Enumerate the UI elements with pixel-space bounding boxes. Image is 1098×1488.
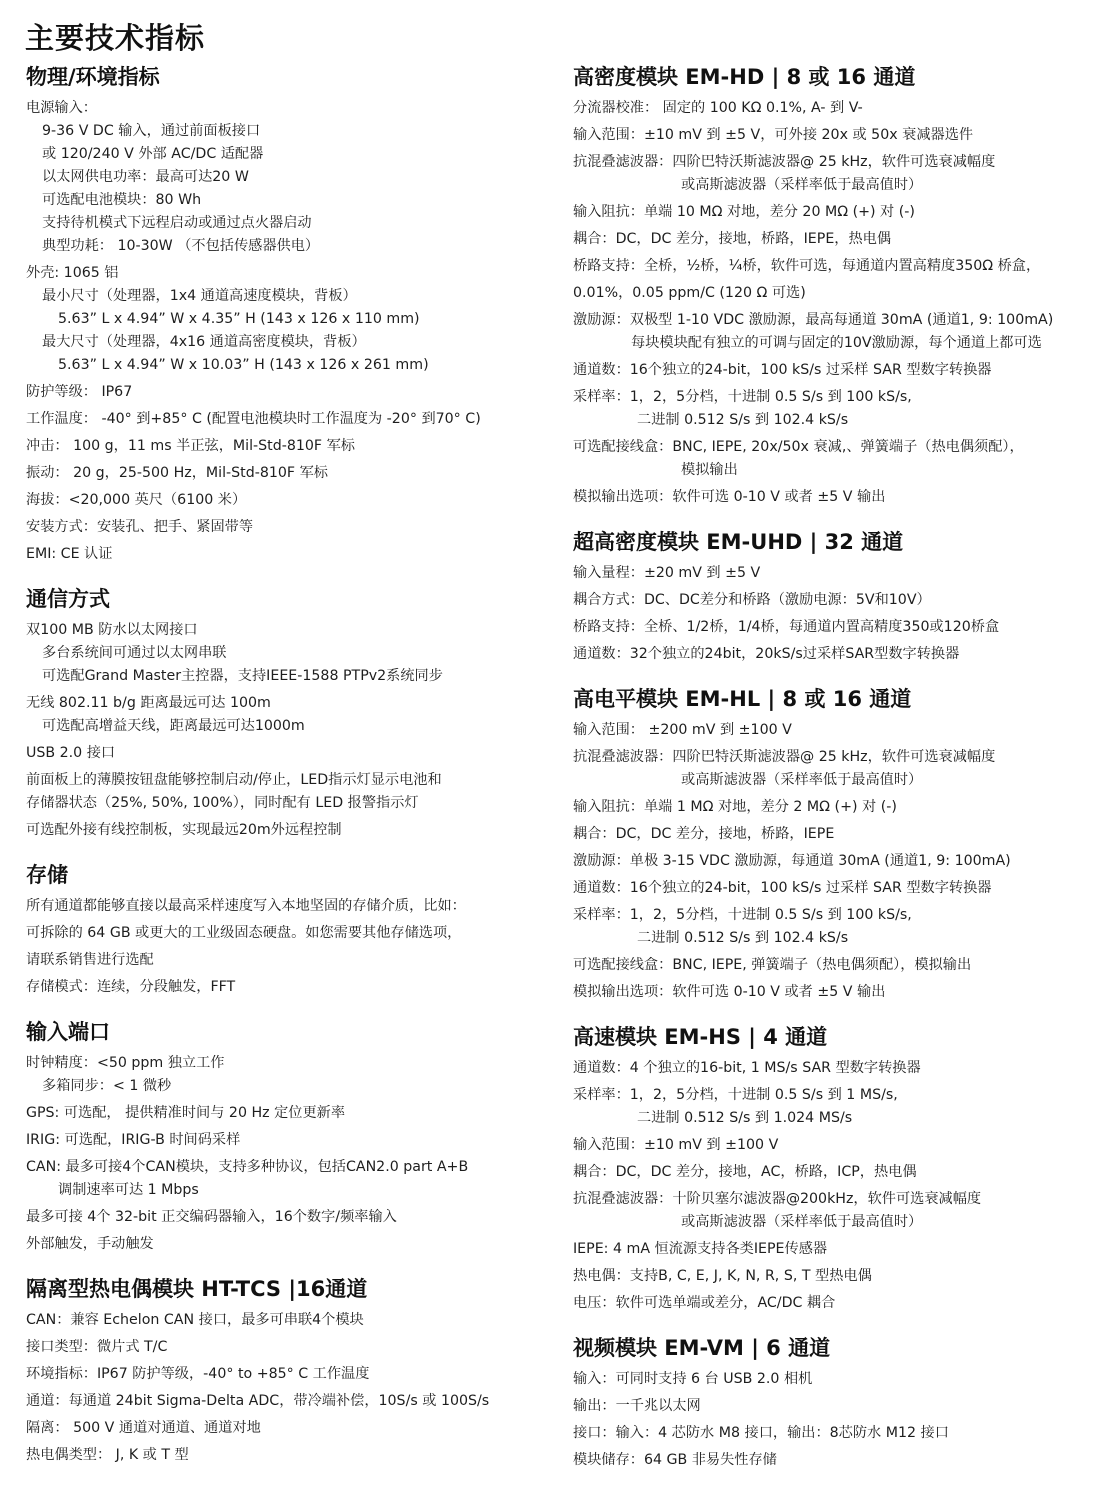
spec-line: 5.63” L x 4.94” W x 4.35” H (143 x 126 x 110 mm) xyxy=(58,311,420,327)
spec-line: 双100 MB 防水以太网接口 xyxy=(26,622,198,638)
spec-line: 抗混叠滤波器：四阶巴特沃斯滤波器@ 25 kHz，软件可选衰减幅度 xyxy=(573,154,996,170)
left-column xyxy=(26,62,541,1473)
spec-line: 或高斯滤波器（采样率低于最高值时） xyxy=(681,772,923,788)
right-column xyxy=(573,62,1083,1478)
spec-line: 热电偶类型： J, K 或 T 型 xyxy=(26,1447,189,1463)
spec-line: 电压：软件可选单端或差分，AC/DC 耦合 xyxy=(573,1295,836,1311)
spec-line: 通道数：16个独立的24-bit，100 kS/s 过采样 SAR 型数字转换器 xyxy=(573,362,992,378)
spec-line: GPS: 可选配， 提供精准时间与 20 Hz 定位更新率 xyxy=(26,1105,346,1121)
spec-line: USB 2.0 接口 xyxy=(26,745,116,761)
spec-line: 多箱同步：< 1 微秒 xyxy=(42,1078,172,1094)
spec-line: 采样率：1，2，5分档，十进制 0.5 S/s 到 100 kS/s, xyxy=(573,907,912,923)
spec-line: 耦合：DC，DC 差分，接地，桥路，IEPE xyxy=(573,826,835,842)
section-heading: 输入端口 xyxy=(26,1020,110,1044)
section-heading: 高密度模块 EM-HD | 8 或 16 通道 xyxy=(573,65,916,89)
spec-line: IRIG: 可选配，IRIG-B 时间码采样 xyxy=(26,1132,241,1148)
spec-line: 存储器状态（25%, 50%, 100%），同时配有 LED 报警指示灯 xyxy=(26,795,419,811)
spec-line: 输入范围： ±200 mV 到 ±100 V xyxy=(573,722,792,738)
spec-line: 安装方式：安装孔、把手、紧固带等 xyxy=(26,519,254,535)
spec-line: 耦合：DC，DC 差分，接地，桥路，IEPE，热电偶 xyxy=(573,231,892,247)
spec-section xyxy=(26,1017,541,1256)
section-heading: 高电平模块 EM-HL | 8 或 16 通道 xyxy=(573,687,912,711)
spec-line: 输入范围：±10 mV 到 ±5 V，可外接 20x 或 50x 衰减器选件 xyxy=(573,127,974,143)
spec-line: 可选配外接有线控制板，实现最远20m外远程控制 xyxy=(26,822,342,838)
spec-line: 接口：输入：4 芯防水 M8 接口，输出：8芯防水 M12 接口 xyxy=(573,1425,949,1441)
spec-line: 接口类型：微片式 T/C xyxy=(26,1339,168,1355)
spec-line: 可选配接线盒：BNC, IEPE, 20x/50x 衰减,、弹簧端子（热电偶须配）， xyxy=(573,439,1024,455)
spec-line: 支持待机模式下远程启动或通过点火器启动 xyxy=(42,215,312,231)
spec-line: CAN：兼容 Echelon CAN 接口，最多可串联4个模块 xyxy=(26,1312,364,1328)
spec-line: 输出：一千兆以太网 xyxy=(573,1398,701,1414)
spec-line: 存储模式：连续，分段触发，FFT xyxy=(26,979,236,995)
section-heading: 视频模块 EM-VM | 6 通道 xyxy=(573,1336,831,1360)
spec-line: 所有通道都能够直接以最高采样速度写入本地坚固的存储介质，比如： xyxy=(26,898,466,914)
spec-line: 通道数：4 个独立的16-bit, 1 MS/s SAR 型数字转换器 xyxy=(573,1060,921,1076)
spec-line: 二进制 0.512 S/s 到 102.4 kS/s xyxy=(637,930,849,946)
spec-line: 可拆除的 64 GB 或更大的工业级固态硬盘。如您需要其他存储选项， xyxy=(26,925,462,941)
spec-section xyxy=(573,527,1083,666)
spec-line: 振动： 20 g，25-500 Hz，Mil-Std-810F 军标 xyxy=(26,465,328,481)
spec-line: 多台系统间可通过以太网串联 xyxy=(42,645,227,661)
spec-line: 请联系销售进行选配 xyxy=(26,952,154,968)
spec-line: 抗混叠滤波器：十阶贝塞尔滤波器@200kHz，软件可选衰减幅度 xyxy=(573,1191,982,1207)
spec-line: 最大尺寸（处理器，4x16 通道高密度模块，背板） xyxy=(42,334,366,350)
spec-line: 外壳: 1065 铝 xyxy=(26,265,119,281)
spec-line: 耦合方式：DC、DC差分和桥路（激励电源：5V和10V） xyxy=(573,592,931,608)
spec-line: 可选配高增益天线，距离最远可达1000m xyxy=(42,718,305,734)
spec-line: 二进制 0.512 S/s 到 1.024 MS/s xyxy=(637,1110,853,1126)
spec-line: 激励源：双极型 1-10 VDC 激励源，最高每通道 30mA (通道1, 9: 100mA) xyxy=(573,312,1054,328)
spec-section xyxy=(573,684,1083,1004)
spec-line: 时钟精度：<50 ppm 独立工作 xyxy=(26,1055,225,1071)
spec-line: 工作温度： -40° 到+85° C (配置电池模块时工作温度为 -20° 到70° C) xyxy=(26,411,481,427)
spec-line: 每块模块配有独立的可调与固定的10V激励源，每个通道上都可选 xyxy=(631,335,1042,351)
spec-line: 外部触发，手动触发 xyxy=(26,1236,154,1252)
spec-line: 采样率：1，2，5分档，十进制 0.5 S/s 到 1 MS/s, xyxy=(573,1087,898,1103)
spec-line: 通道数：16个独立的24-bit，100 kS/s 过采样 SAR 型数字转换器 xyxy=(573,880,992,896)
spec-line: 可选配Grand Master主控器，支持IEEE-1588 PTPv2系统同步 xyxy=(42,668,443,684)
spec-line: 或高斯滤波器（采样率低于最高值时） xyxy=(681,1214,923,1230)
spec-line: 通道：每通道 24bit Sigma-Delta ADC，带冷端补偿，10S/s 或 100S/s xyxy=(26,1393,490,1409)
spec-line: 输入阻抗：单端 10 MΩ 对地，差分 20 MΩ (+) 对 (-) xyxy=(573,204,915,220)
spec-line: 模拟输出选项：软件可选 0-10 V 或者 ±5 V 输出 xyxy=(573,489,886,505)
spec-line: 激励源：单极 3-15 VDC 激励源，每通道 30mA (通道1, 9: 100mA) xyxy=(573,853,1011,869)
spec-section xyxy=(26,584,541,842)
spec-line: 桥路支持：全桥，½桥，¼桥，软件可选，每通道内置高精度350Ω 桥盒， xyxy=(573,258,1041,274)
spec-line: IEPE: 4 mA 恒流源支持各类IEPE传感器 xyxy=(573,1241,828,1257)
spec-line: 桥路支持：全桥、1/2桥，1/4桥，每通道内置高精度350或120桥盒 xyxy=(573,619,1000,635)
section-heading: 存储 xyxy=(26,863,68,887)
spec-line: 最小尺寸（处理器，1x4 通道高速度模块，背板） xyxy=(42,288,357,304)
spec-line: 电源输入： xyxy=(26,100,97,116)
spec-line: 输入：可同时支持 6 台 USB 2.0 相机 xyxy=(573,1371,813,1387)
spec-line: 0.01%，0.05 ppm/C (120 Ω 可选) xyxy=(573,285,806,301)
spec-line: CAN: 最多可接4个CAN模块，支持多种协议，包括CAN2.0 part A+B xyxy=(26,1159,469,1175)
spec-line: 模块储存：64 GB 非易失性存储 xyxy=(573,1452,777,1468)
spec-line: 环境指标：IP67 防护等级，-40° to +85° C 工作温度 xyxy=(26,1366,370,1382)
spec-line: 典型功耗： 10-30W （不包括传感器供电） xyxy=(42,238,320,254)
spec-line: 输入量程：±20 mV 到 ±5 V xyxy=(573,565,761,581)
section-heading: 高速模块 EM-HS | 4 通道 xyxy=(573,1025,828,1049)
spec-line: 或高斯滤波器（采样率低于最高值时） xyxy=(681,177,923,193)
spec-section xyxy=(573,62,1083,509)
spec-line: 可选配接线盒：BNC, IEPE, 弹簧端子（热电偶须配），模拟输出 xyxy=(573,957,972,973)
section-heading: 通信方式 xyxy=(26,587,110,611)
spec-line: 冲击： 100 g，11 ms 半正弦，Mil-Std-810F 军标 xyxy=(26,438,355,454)
spec-line: 通道数：32个独立的24bit，20kS/s过采样SAR型数字转换器 xyxy=(573,646,960,662)
spec-line: 防护等级： IP67 xyxy=(26,384,133,400)
spec-line: 海拔：<20,000 英尺（6100 米） xyxy=(26,492,247,508)
spec-section xyxy=(26,62,541,566)
spec-line: 5.63” L x 4.94” W x 10.03” H (143 x 126 x 261 mm) xyxy=(58,357,429,373)
section-heading: 物理/环境指标 xyxy=(26,65,160,89)
spec-line: 可选配电池模块：80 Wh xyxy=(42,192,202,208)
spec-line: 抗混叠滤波器：四阶巴特沃斯滤波器@ 25 kHz，软件可选衰减幅度 xyxy=(573,749,996,765)
spec-line: 无线 802.11 b/g 距离最远可达 100m xyxy=(26,695,271,711)
spec-line: 模拟输出选项：软件可选 0-10 V 或者 ±5 V 输出 xyxy=(573,984,886,1000)
spec-section xyxy=(26,860,541,999)
section-heading: 隔离型热电偶模块 HT-TCS |16通道 xyxy=(26,1277,368,1301)
spec-line: 二进制 0.512 S/s 到 102.4 kS/s xyxy=(637,412,849,428)
spec-line: 9-36 V DC 输入，通过前面板接口 xyxy=(42,123,261,139)
spec-line: 调制速率可达 1 Mbps xyxy=(58,1182,199,1198)
spec-line: 隔离： 500 V 通道对通道、通道对地 xyxy=(26,1420,261,1436)
spec-line: 最多可接 4个 32-bit 正交编码器输入，16个数字/频率输入 xyxy=(26,1209,397,1225)
spec-section xyxy=(573,1022,1083,1315)
spec-line: 输入范围：±10 mV 到 ±100 V xyxy=(573,1137,779,1153)
spec-line: EMI: CE 认证 xyxy=(26,546,113,562)
spec-line: 前面板上的薄膜按钮盘能够控制启动/停止，LED指示灯显示电池和 xyxy=(26,772,442,788)
spec-section xyxy=(26,1274,541,1467)
spec-line: 热电偶：支持B, C, E, J, K, N, R, S, T 型热电偶 xyxy=(573,1268,872,1284)
spec-line: 采样率：1，2，5分档，十进制 0.5 S/s 到 100 kS/s, xyxy=(573,389,912,405)
spec-line: 耦合：DC，DC 差分，接地，AC，桥路，ICP，热电偶 xyxy=(573,1164,917,1180)
spec-line: 模拟输出 xyxy=(681,462,738,478)
section-heading: 超高密度模块 EM-UHD | 32 通道 xyxy=(573,530,904,554)
spec-section xyxy=(573,1333,1083,1472)
spec-line: 或 120/240 V 外部 AC/DC 适配器 xyxy=(42,146,264,162)
spec-line: 分流器校准： 固定的 100 KΩ 0.1%, A- 到 V- xyxy=(573,100,863,116)
page-title: 主要技术指标 xyxy=(25,21,206,55)
spec-line: 输入阻抗：单端 1 MΩ 对地，差分 2 MΩ (+) 对 (-) xyxy=(573,799,897,815)
spec-line: 以太网供电功率：最高可达20 W xyxy=(42,169,249,185)
